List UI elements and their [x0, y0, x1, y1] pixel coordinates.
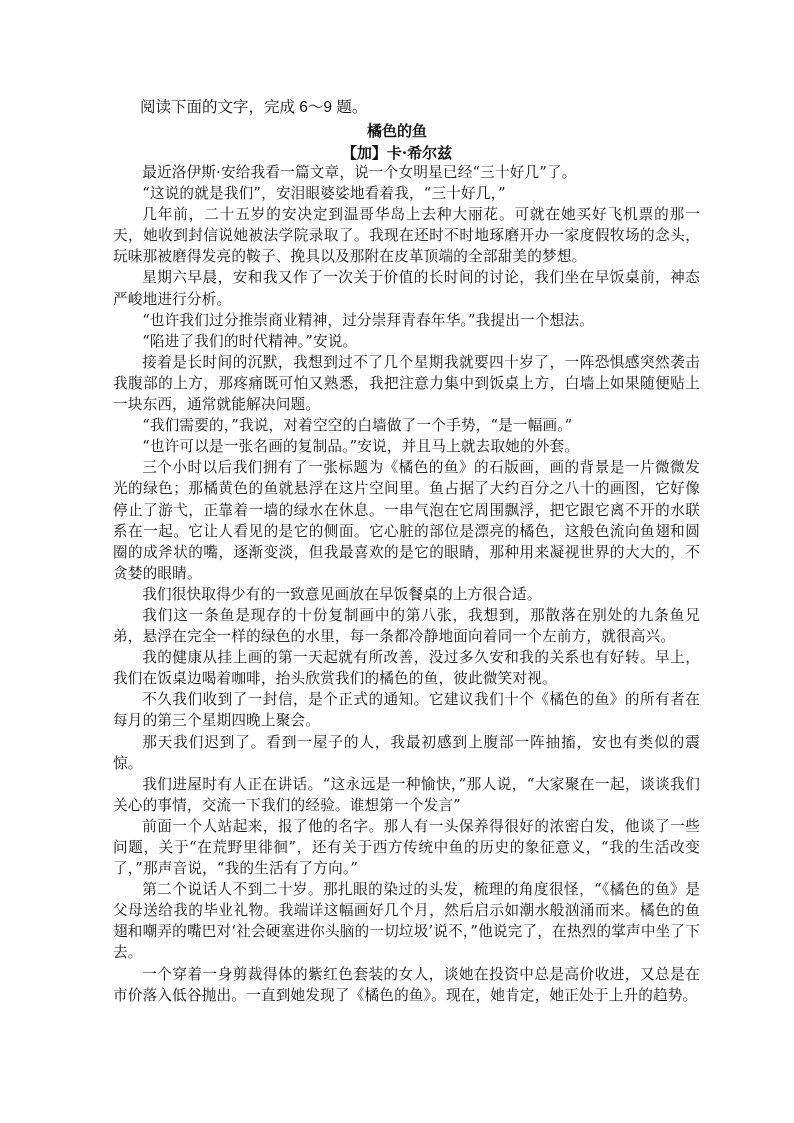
- article-author: 【加】卡·希尔兹: [341, 144, 453, 162]
- paragraph: 我们这一条鱼是现存的十份复制画中的第八张，我想到，那散落在别处的九条鱼兄弟，悬浮在完全一样的绿色的水里，每一条都冷静地面向着同一个左前方，就很高兴。: [113, 606, 700, 646]
- paragraph: 那天我们迟到了。看到一屋子的人，我最初感到上腹部一阵抽搐，安也有类似的震惊。: [113, 733, 700, 772]
- article-title: 橘色的鱼: [366, 122, 427, 140]
- paragraph: 我们很快取得少有的一致意见画放在早饭餐桌的上方很合适。: [142, 585, 542, 603]
- paragraph: “也许我们过分推崇商业精神，过分崇拜青春年华。”我提出一个想法。: [142, 311, 595, 329]
- question-instruction: 阅读下面的文字，完成 6～9 题。: [140, 99, 368, 116]
- paragraph: 前面一个人站起来，报了他的名字。那人有一头保养得很好的浓密白发，他谈了一些问题，关于“在荒野里徘徊”，还有关于西方传统中鱼的历史的象征意义，“我的生活改变了，”那声音说，“我的生活有了方向。”: [113, 817, 700, 878]
- paragraph: “陷进了我们的时代精神。”安说。: [142, 332, 358, 350]
- paragraph: 我的健康从挂上画的第一天起就有所改善，没过多久安和我的关系也有好转。早上，我们在饭桌边喝着咖啡，抬头欣赏我们的橘色的鱼，彼此微笑对视。: [113, 649, 700, 688]
- paragraph: 第二个说话人不到二十岁。那扎眼的染过的头发，梳理的角度很怪，“《橘色的鱼》是父母送给我的毕业礼物。我端详这幅画好几个月，然后启示如潮水般汹涌而来。橘色的鱼翅和嘲弄的嘴巴对‘社会硬塞进你头脑的一切垃圾’说不，”他说完了，在热烈的掌声中坐了下去。: [113, 881, 700, 962]
- paragraph: 几年前，二十五岁的安决定到温哥华岛上去种大丽花。可就在她买好飞机票的那一天，她收到封信说她被法学院录取了。我现在还时不时地琢磨开办一家度假牧场的念头，玩味那被磨得发亮的鞍子、挽具以及那附在皮革顶端的全部甜美的梦想。: [113, 206, 700, 266]
- paragraph: “我们需要的，”我说，对着空空的白墙做了一个手势，“是一幅画。”: [142, 417, 573, 435]
- paragraph: 不久我们收到了一封信，是个正式的通知。它建议我们十个《橘色的鱼》的所有者在每月的第三个星期四晚上聚会。: [113, 691, 700, 730]
- paragraph: “这说的就是我们”，安泪眼婆娑地看着我，“三十好几，”: [142, 185, 506, 203]
- paragraph: 接着是长时间的沉默，我想到过不了几个星期我就要四十岁了，一阵恐惧感突然袭击我腹部的上方，那疼痛既可怕又熟悉，我把注意力集中到饭桌上方，白墙上如果随便贴上一块东西，通常就能解决问题。: [113, 353, 700, 414]
- paragraph: “也许可以是一张名画的复制品。”安说，并且马上就去取她的外套。: [142, 438, 580, 456]
- paragraph: 三个小时以后我们拥有了一张标题为《橘色的鱼》的石版画，画的背景是一片微微发光的绿色；那橘黄色的鱼就悬浮在这片空间里。鱼占据了大约百分之八十的画图，它好像停止了游弋，正靠着一墙的绿水在休息。一串气泡在它周围飘浮，把它跟它离不开的水联系在一起。它让人看见的是它的侧面。它心脏的部位是漂亮的橘色，这般色流向鱼翅和圆圈的成斧状的嘴，逐渐变淡，但我最喜欢的是它的眼睛，那种用来凝视世界的大大的，不贪婪的眼睛。: [113, 459, 700, 582]
- paragraph: 最近洛伊斯·安给我看一篇文章，说一个女明星已经“三十好几”了。: [142, 164, 577, 181]
- paragraph: 星期六早晨，安和我又作了一次关于价值的长时间的讨论，我们坐在早饭桌前，神态严峻地进行分析。: [113, 269, 700, 308]
- article-body: [113, 162, 700, 1006]
- paragraph: 我们进屋时有人正在讲话。“这永远是一种愉快，”那人说，“大家聚在一起，谈谈我们关心的事情，交流一下我们的经验。谁想第一个发言”: [113, 775, 700, 814]
- paragraph: 一个穿着一身剪裁得体的紫红色套装的女人，谈她在投资中总是高价收进，又总是在市价落入低谷抛出。一直到她发现了《橘色的鱼》。现在，她肯定，她正处于上升的趋势。: [113, 965, 700, 1004]
